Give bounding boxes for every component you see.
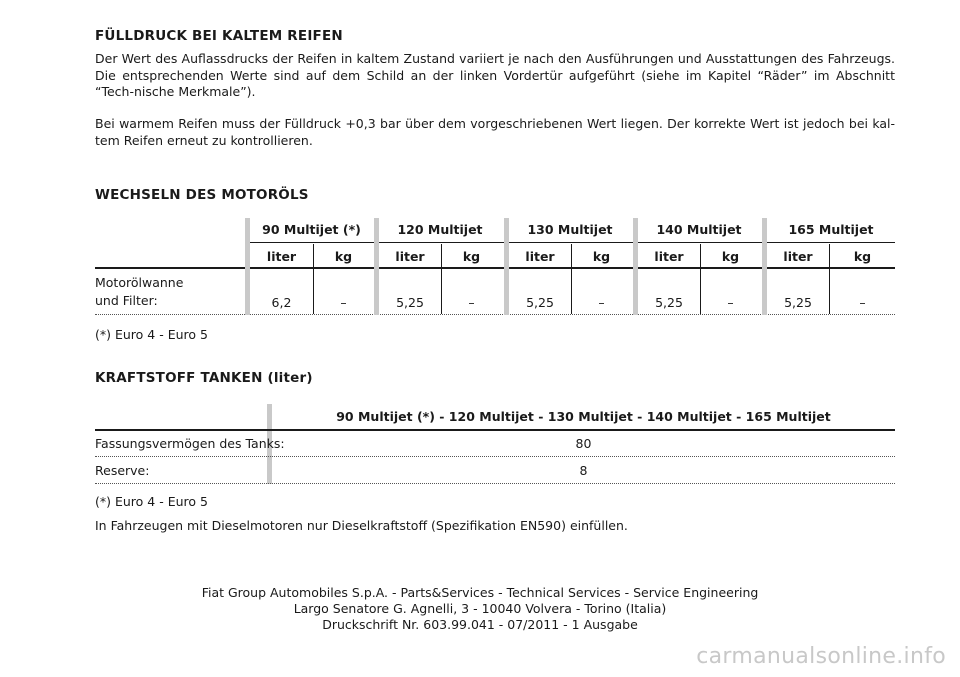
- unit-kg: kg: [462, 249, 481, 264]
- oil-capacity-table: [95, 218, 895, 318]
- engine-header: 90 Multijet (*): [262, 222, 361, 237]
- oil-value-kg: –: [859, 295, 866, 310]
- oil-value-liter: 5,25: [526, 295, 554, 310]
- fuel-capacity-table: [95, 404, 895, 488]
- unit-liter: liter: [266, 249, 297, 264]
- table-rule: [245, 242, 895, 243]
- oil-value-liter: 5,25: [396, 295, 424, 310]
- fuel-heading: KRAFTSTOFF TANKEN (liter): [95, 370, 313, 386]
- fuel-row-value: 80: [575, 436, 592, 451]
- fuel-row-label: Reserve:: [95, 463, 150, 478]
- footer-line-1: Fiat Group Automobiles S.p.A. - Parts&Services - Technical Services - Service Engineering: [201, 585, 759, 600]
- fuel-footnote: (*) Euro 4 - Euro 5: [95, 494, 208, 509]
- unit-kg: kg: [592, 249, 611, 264]
- table-rule-thick: [95, 267, 895, 269]
- oil-value-kg: –: [468, 295, 475, 310]
- table-rule-dotted: [95, 456, 895, 457]
- oil-value-kg: –: [598, 295, 605, 310]
- oil-row-label-line1: Motorölwanne: [95, 275, 184, 290]
- unit-kg: kg: [334, 249, 353, 264]
- unit-liter: liter: [395, 249, 425, 264]
- fuel-note: In Fahrzeugen mit Dieselmotoren nur Dieselkraftstoff (Spezifikation EN590) einfüllen.: [95, 518, 628, 533]
- table-rule-dotted: [95, 314, 895, 315]
- oil-value-liter: 6,2: [271, 295, 292, 310]
- fuel-engine-header: 90 Multijet (*) - 120 Multijet - 130 Multijet - 140 Multijet - 165 Multijet: [336, 409, 831, 424]
- oil-value-liter: 5,25: [655, 295, 683, 310]
- oil-value-kg: –: [727, 295, 734, 310]
- oil-row-label-line2: und Filter:: [95, 293, 158, 308]
- table-rule-thick: [95, 429, 895, 431]
- unit-kg: kg: [853, 249, 872, 264]
- tire-pressure-heading: FÜLLDRUCK BEI KALTEM REIFEN: [95, 28, 343, 44]
- oil-value-liter: 5,25: [784, 295, 812, 310]
- unit-kg: kg: [721, 249, 740, 264]
- footer-line-3: Druckschrift Nr. 603.99.041 - 07/2011 - 1 Ausgabe: [322, 617, 638, 632]
- fuel-row-label: Fassungsvermögen des Tanks:: [95, 436, 285, 451]
- publisher-footer: [0, 585, 960, 633]
- engine-header: 140 Multijet: [656, 222, 742, 237]
- unit-liter: liter: [525, 249, 555, 264]
- oil-row-label: [95, 274, 183, 310]
- oil-value-kg: –: [340, 295, 347, 310]
- oil-change-heading: WECHSELN DES MOTORÖLS: [95, 187, 309, 203]
- unit-liter: liter: [783, 249, 813, 264]
- site-watermark: carmanualsonline.info: [696, 644, 946, 669]
- fuel-row-value: 8: [579, 463, 588, 478]
- unit-liter: liter: [654, 249, 684, 264]
- oil-footnote: (*) Euro 4 - Euro 5: [95, 327, 208, 342]
- tire-pressure-paragraph-2: Bei warmem Reifen muss der Fülldruck +0,3 bar über dem vorgeschriebenen Wert liegen. Der korrekte Wert ist jedoch bei kal-tem Reifen erneut zu kontrollieren.: [95, 116, 895, 148]
- table-rule-dotted: [95, 483, 895, 484]
- engine-header: 130 Multijet: [527, 222, 613, 237]
- engine-header: 120 Multijet: [397, 222, 483, 237]
- engine-header: 165 Multijet: [788, 222, 874, 237]
- tire-pressure-paragraph-1: Der Wert des Auflassdrucks der Reifen in kaltem Zustand variiert je nach den Ausführungen und Ausstattungen des Fahrzeugs. Die entsprechenden Werte sind auf dem Schild an der linken Vordertür aufgeführt (siehe im Kapitel “Räder” im Abschnitt “Tech-nische Merkmale”).: [95, 51, 895, 99]
- footer-line-2: Largo Senatore G. Agnelli, 3 - 10040 Volvera - Torino (Italia): [293, 601, 667, 616]
